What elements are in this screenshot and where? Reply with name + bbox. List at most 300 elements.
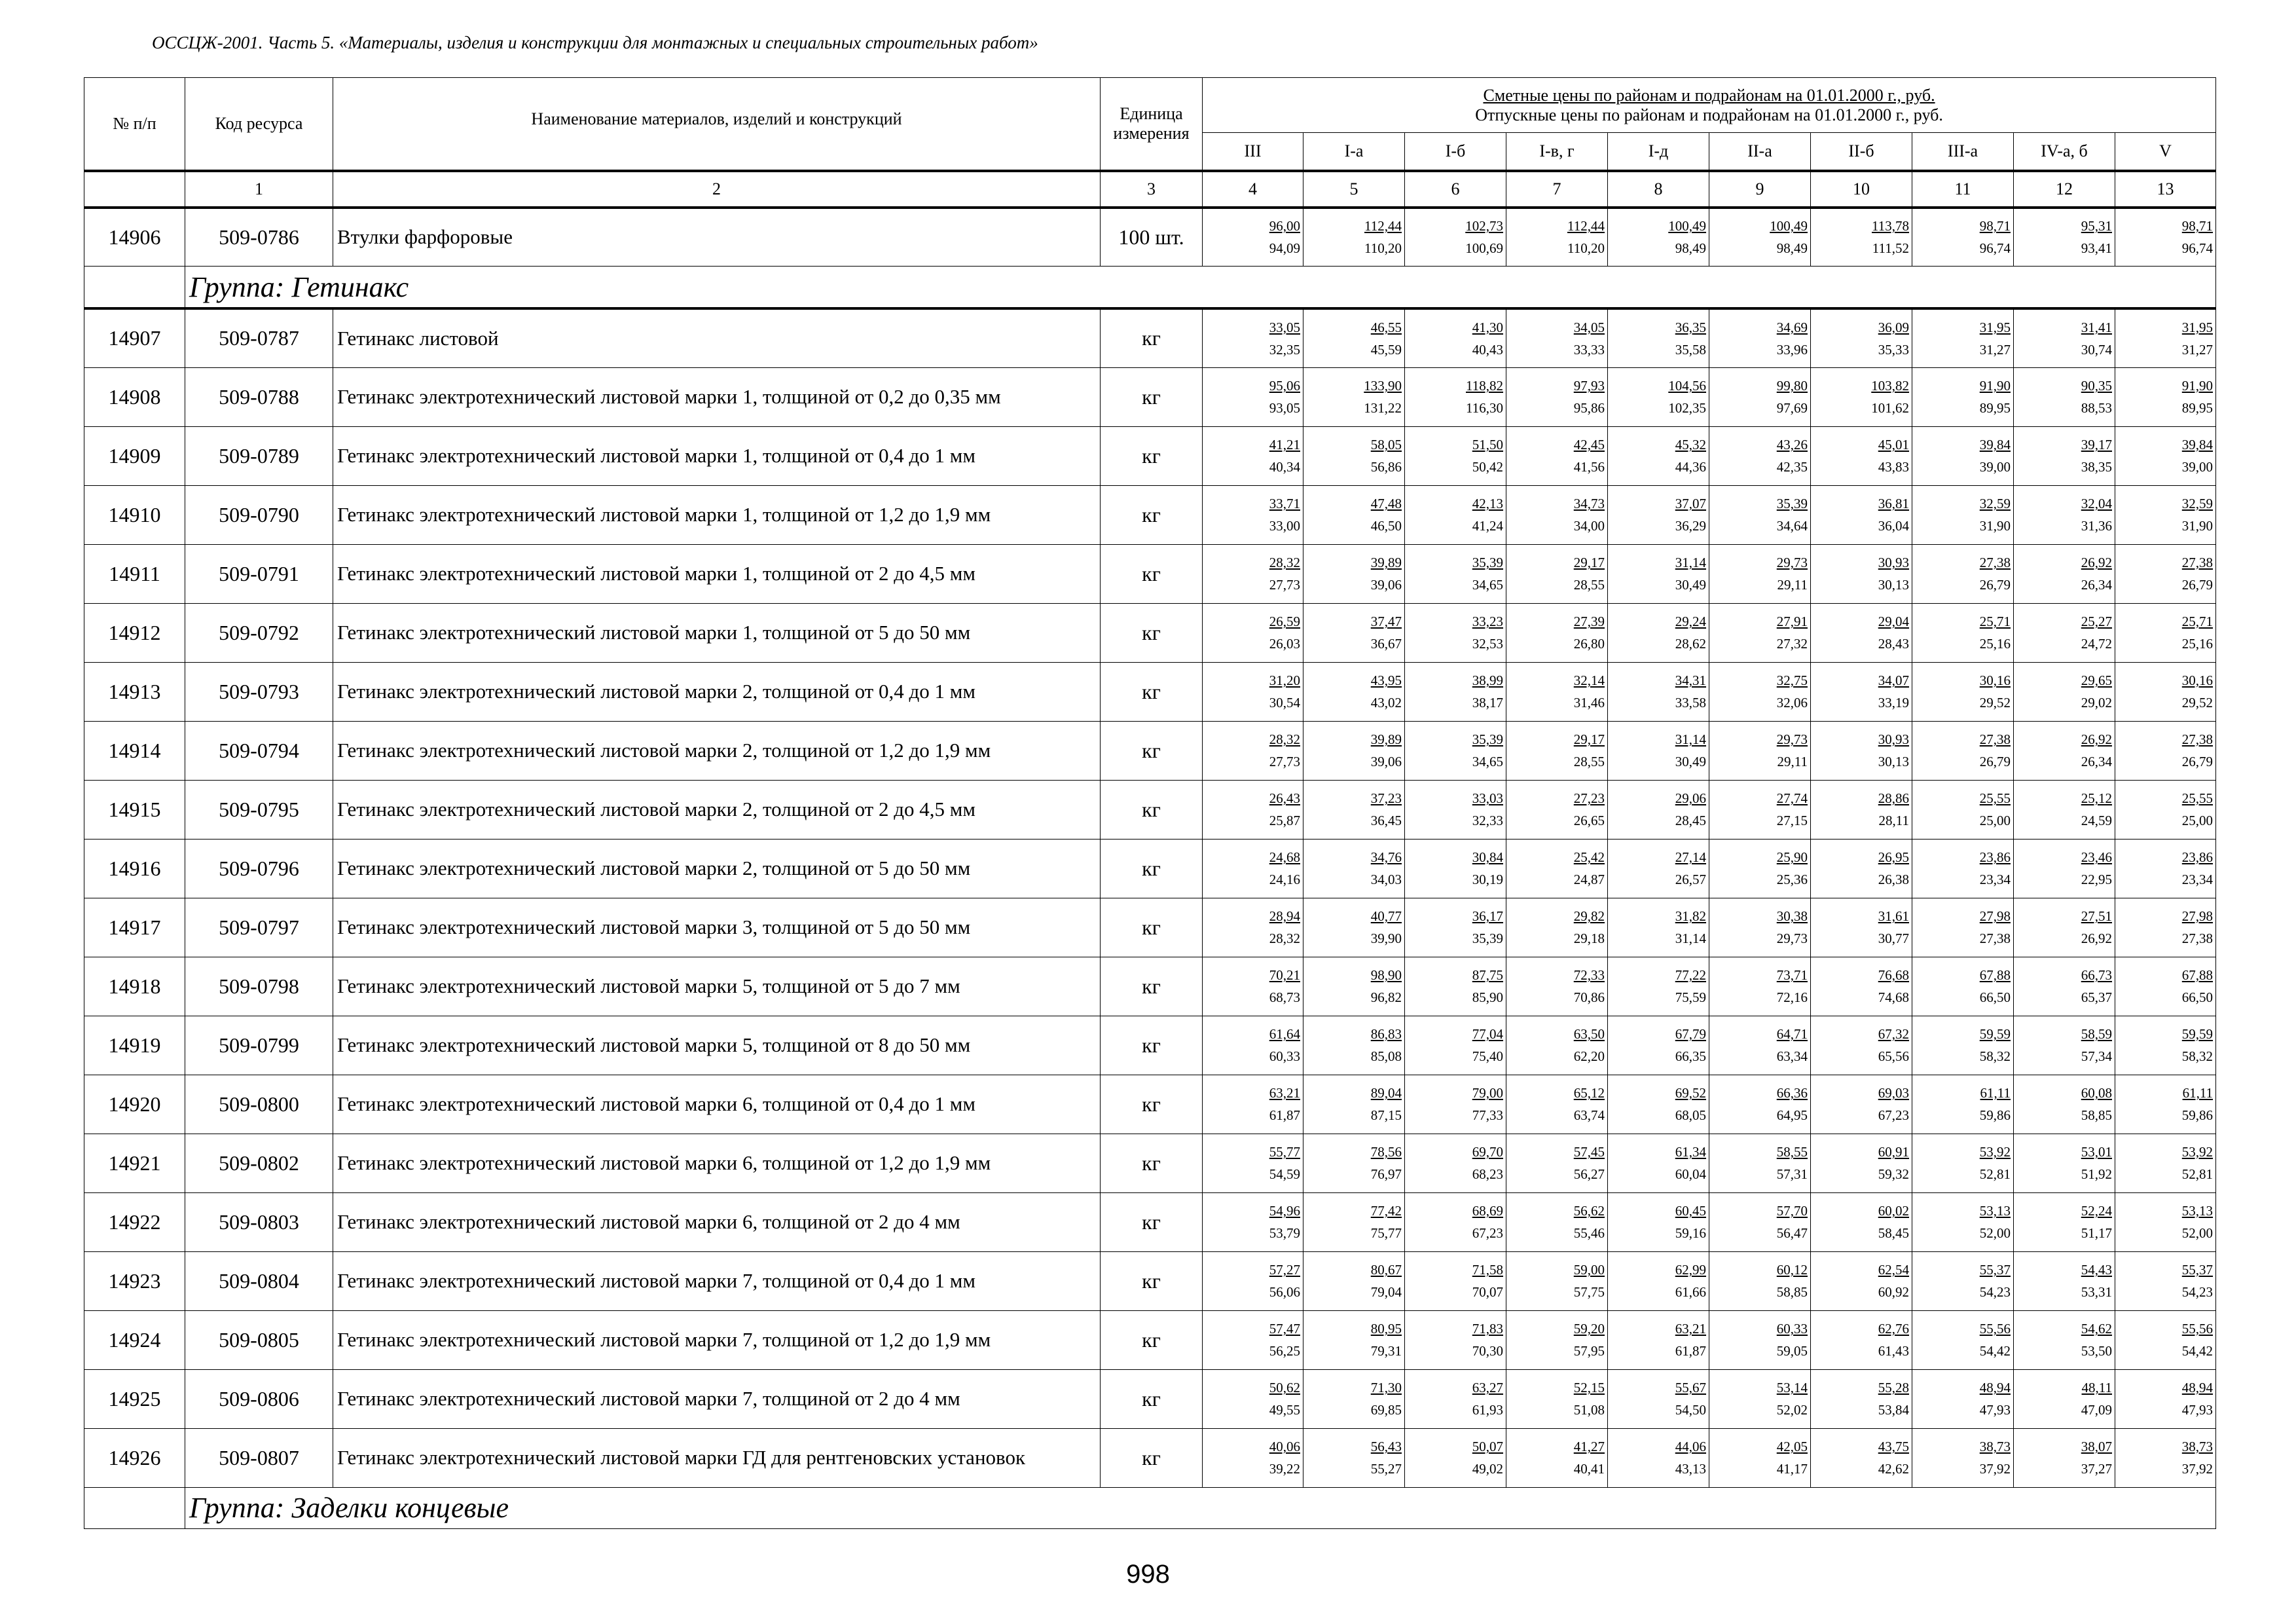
row-name: Гетинакс листовой [333, 308, 1101, 367]
estimated-price: 55,67 [1675, 1380, 1706, 1395]
price-cell [2014, 1310, 2115, 1369]
release-price: 53,50 [2081, 1343, 2112, 1359]
price-cell [2014, 208, 2115, 267]
estimated-price: 30,16 [1979, 673, 2011, 688]
row-code: 509-0805 [185, 1310, 333, 1369]
release-price: 58,45 [1878, 1225, 1909, 1241]
row-name: Гетинакс электротехнический листовой марки 7, толщиной от 2 до 4 мм [333, 1369, 1101, 1428]
release-price: 85,08 [1370, 1048, 1402, 1064]
release-price: 27,15 [1776, 813, 1808, 828]
row-name: Гетинакс электротехнический листовой марки 2, толщиной от 5 до 50 мм [333, 839, 1101, 898]
row-name: Гетинакс электротехнический листовой марки 2, толщиной от 1,2 до 1,9 мм [333, 721, 1101, 780]
release-price: 57,31 [1776, 1166, 1808, 1182]
release-price: 43,13 [1675, 1461, 1706, 1477]
price-cell [1303, 1310, 1405, 1369]
price-cell [1203, 485, 1303, 544]
price-cell [1303, 721, 1405, 780]
estimated-price: 43,26 [1776, 437, 1808, 452]
estimated-price: 43,95 [1370, 673, 1402, 688]
price-table-container [84, 77, 2214, 1529]
price-cell [1811, 426, 1912, 485]
row-number: 14923 [84, 1251, 185, 1310]
row-name: Гетинакс электротехнический листовой марки 2, толщиной от 2 до 4,5 мм [333, 780, 1101, 839]
price-cell [2014, 485, 2115, 544]
row-number: 14913 [84, 662, 185, 721]
price-cell [1303, 1428, 1405, 1487]
estimated-price: 58,55 [1776, 1144, 1808, 1160]
price-cell [2014, 898, 2115, 957]
estimated-price: 37,07 [1675, 496, 1706, 511]
price-cell [1303, 1251, 1405, 1310]
release-price: 58,32 [2181, 1048, 2214, 1064]
estimated-price: 68,69 [1472, 1203, 1503, 1219]
release-price: 70,30 [1472, 1343, 1503, 1359]
price-cell [1203, 898, 1303, 957]
table-row [84, 662, 2216, 721]
estimated-price: 66,36 [1776, 1085, 1808, 1101]
estimated-price: 43,75 [1878, 1439, 1909, 1454]
estimated-price: 55,56 [2181, 1321, 2214, 1337]
release-price: 33,58 [1675, 695, 1706, 710]
price-cell [1506, 780, 1608, 839]
estimated-price: 30,93 [1878, 555, 1909, 570]
price-cell [2115, 1075, 2216, 1134]
estimated-price: 36,35 [1675, 319, 1706, 335]
release-price: 41,24 [1472, 518, 1503, 534]
estimated-price: 103,82 [1871, 378, 1909, 394]
release-price: 31,90 [2181, 518, 2214, 534]
estimated-price: 32,75 [1776, 673, 1808, 688]
release-price: 96,82 [1370, 989, 1402, 1005]
table-row [84, 426, 2216, 485]
release-price: 52,02 [1776, 1402, 1808, 1418]
price-cell [1912, 1192, 2014, 1251]
release-price: 30,49 [1675, 754, 1706, 769]
estimated-price: 23,46 [2081, 849, 2112, 865]
estimated-price: 91,90 [2181, 378, 2214, 394]
row-code: 509-0800 [185, 1075, 333, 1134]
estimated-price: 33,23 [1472, 614, 1503, 629]
release-price: 55,27 [1370, 1461, 1402, 1477]
estimated-price: 27,39 [1573, 614, 1605, 629]
release-price: 59,32 [1878, 1166, 1909, 1182]
estimated-price: 60,45 [1675, 1203, 1706, 1219]
estimated-price: 25,12 [2081, 790, 2112, 806]
price-header-release: Отпускные цены по районам и подрайонам на 01.01.2000 г., руб. [1475, 105, 1943, 124]
price-cell [1608, 603, 1709, 662]
table-row [84, 1075, 2216, 1134]
estimated-price: 97,93 [1573, 378, 1605, 394]
price-cell [1709, 603, 1811, 662]
release-price: 30,74 [2081, 341, 2112, 358]
price-cell [1506, 544, 1608, 603]
price-cell [1405, 485, 1506, 544]
price-cell [1303, 485, 1405, 544]
release-price: 97,69 [1776, 400, 1808, 416]
price-cell [1405, 1428, 1506, 1487]
row-unit: кг [1101, 1369, 1203, 1428]
estimated-price: 26,43 [1269, 790, 1300, 806]
row-name: Гетинакс электротехнический листовой марки 1, толщиной от 1,2 до 1,9 мм [333, 485, 1101, 544]
table-row [84, 1192, 2216, 1251]
price-cell [1303, 662, 1405, 721]
estimated-price: 55,37 [1979, 1262, 2011, 1278]
release-price: 38,35 [2081, 459, 2112, 475]
release-price: 77,33 [1472, 1107, 1503, 1123]
estimated-price: 31,41 [2081, 319, 2112, 335]
price-cell [1203, 544, 1303, 603]
row-unit: кг [1101, 898, 1203, 957]
price-cell [1506, 367, 1608, 426]
price-cell [1303, 208, 1405, 267]
estimated-price: 67,88 [2181, 967, 2214, 983]
price-cell [1608, 1428, 1709, 1487]
estimated-price: 96,00 [1269, 218, 1300, 234]
estimated-price: 54,43 [2081, 1262, 2112, 1278]
price-cell [1811, 367, 1912, 426]
row-name: Гетинакс электротехнический листовой марки 1, толщиной от 5 до 50 мм [333, 603, 1101, 662]
release-price: 67,23 [1878, 1107, 1909, 1123]
price-cell [1506, 603, 1608, 662]
estimated-price: 53,13 [1979, 1203, 2011, 1219]
price-cell [1912, 603, 2014, 662]
price-cell [2115, 662, 2216, 721]
release-price: 59,86 [1979, 1107, 2011, 1123]
release-price: 27,73 [1269, 577, 1300, 593]
estimated-price: 25,71 [2181, 614, 2214, 629]
column-number: 5 [1303, 171, 1405, 208]
table-row [84, 485, 2216, 544]
release-price: 27,32 [1776, 636, 1808, 652]
price-cell [1405, 1016, 1506, 1075]
price-cell [1608, 308, 1709, 367]
release-price: 70,07 [1472, 1284, 1503, 1300]
estimated-price: 63,27 [1472, 1380, 1503, 1395]
table-row [84, 721, 2216, 780]
price-cell [1506, 1016, 1608, 1075]
release-price: 27,73 [1269, 754, 1300, 769]
release-price: 25,00 [1979, 813, 2011, 828]
release-price: 30,13 [1878, 577, 1909, 593]
release-price: 26,34 [2081, 754, 2112, 769]
release-price: 44,36 [1675, 459, 1706, 475]
release-price: 56,86 [1370, 459, 1402, 475]
price-cell [1303, 898, 1405, 957]
release-price: 34,03 [1370, 872, 1402, 887]
release-price: 89,95 [2181, 400, 2214, 416]
price-cell [2115, 1369, 2216, 1428]
release-price: 93,05 [1269, 400, 1300, 416]
estimated-price: 61,34 [1675, 1144, 1706, 1160]
estimated-price: 46,55 [1370, 319, 1402, 335]
price-cell [2115, 898, 2216, 957]
release-price: 25,87 [1269, 813, 1300, 828]
price-cell [1506, 662, 1608, 721]
release-price: 28,32 [1269, 931, 1300, 946]
region-header: I-а [1303, 133, 1405, 171]
release-price: 60,04 [1675, 1166, 1706, 1182]
row-number: 14914 [84, 721, 185, 780]
column-number: 13 [2115, 171, 2216, 208]
estimated-price: 29,17 [1573, 555, 1605, 570]
estimated-price: 31,95 [1979, 319, 2011, 335]
region-header: II-а [1709, 133, 1811, 171]
estimated-price: 100,49 [1770, 218, 1808, 234]
release-price: 36,29 [1675, 518, 1706, 534]
release-price: 28,55 [1573, 577, 1605, 593]
release-price: 51,17 [2081, 1225, 2112, 1241]
column-header-number: № п/п [84, 78, 185, 171]
estimated-price: 63,21 [1269, 1085, 1300, 1101]
release-price: 27,38 [1979, 931, 2011, 946]
release-price: 39,90 [1370, 931, 1402, 946]
estimated-price: 61,64 [1269, 1026, 1300, 1042]
estimated-price: 54,96 [1269, 1203, 1300, 1219]
price-cell [2115, 1016, 2216, 1075]
release-price: 26,57 [1675, 872, 1706, 887]
estimated-price: 28,32 [1269, 731, 1300, 747]
price-cell [1709, 1134, 1811, 1192]
release-price: 111,52 [1872, 240, 1909, 257]
estimated-price: 25,55 [2181, 790, 2214, 806]
release-price: 34,65 [1472, 577, 1503, 593]
row-name: Гетинакс электротехнический листовой марки 1, толщиной от 0,4 до 1 мм [333, 426, 1101, 485]
estimated-price: 35,39 [1776, 496, 1808, 511]
estimated-price: 24,68 [1269, 849, 1300, 865]
release-price: 75,40 [1472, 1048, 1503, 1064]
estimated-price: 39,89 [1370, 731, 1402, 747]
price-cell [1303, 426, 1405, 485]
row-code: 509-0787 [185, 308, 333, 367]
estimated-price: 59,59 [2181, 1026, 2214, 1042]
price-cell [1405, 1075, 1506, 1134]
estimated-price: 70,21 [1269, 967, 1300, 983]
row-code: 509-0793 [185, 662, 333, 721]
release-price: 85,90 [1472, 989, 1503, 1005]
row-unit: кг [1101, 367, 1203, 426]
estimated-price: 25,90 [1776, 849, 1808, 865]
estimated-price: 64,71 [1776, 1026, 1808, 1042]
price-cell [2014, 1428, 2115, 1487]
region-header: I-в, г [1506, 133, 1608, 171]
estimated-price: 60,91 [1878, 1144, 1909, 1160]
price-cell [1608, 898, 1709, 957]
release-price: 61,87 [1269, 1107, 1300, 1123]
release-price: 30,19 [1472, 872, 1503, 887]
estimated-price: 41,27 [1573, 1439, 1605, 1454]
release-price: 30,77 [1878, 931, 1909, 946]
table-row [84, 603, 2216, 662]
price-cell [1811, 957, 1912, 1016]
estimated-price: 55,56 [1979, 1321, 2011, 1337]
estimated-price: 79,00 [1472, 1085, 1503, 1101]
release-price: 33,33 [1573, 341, 1605, 358]
price-cell [1203, 957, 1303, 1016]
estimated-price: 59,59 [1979, 1026, 2011, 1042]
table-row [84, 898, 2216, 957]
price-cell [2014, 1134, 2115, 1192]
column-number: 11 [1912, 171, 2014, 208]
price-cell [2115, 780, 2216, 839]
estimated-price: 60,08 [2081, 1085, 2112, 1101]
estimated-price: 60,33 [1776, 1321, 1808, 1337]
release-price: 30,13 [1878, 754, 1909, 769]
table-row [84, 1428, 2216, 1487]
price-cell [1405, 603, 1506, 662]
release-price: 66,35 [1675, 1048, 1706, 1064]
column-number: 8 [1608, 171, 1709, 208]
row-name: Гетинакс электротехнический листовой марки 3, толщиной от 5 до 50 мм [333, 898, 1101, 957]
release-price: 29,02 [2081, 695, 2112, 710]
release-price: 59,86 [2181, 1107, 2214, 1123]
release-price: 56,47 [1776, 1225, 1808, 1241]
price-cell [1608, 1369, 1709, 1428]
release-price: 35,33 [1878, 341, 1909, 358]
price-cell [1405, 1251, 1506, 1310]
price-cell [1303, 367, 1405, 426]
table-row [84, 544, 2216, 603]
estimated-price: 36,17 [1472, 908, 1503, 924]
price-cell [1811, 780, 1912, 839]
estimated-price: 62,76 [1878, 1321, 1909, 1337]
row-unit: кг [1101, 839, 1203, 898]
release-price: 30,49 [1675, 577, 1706, 593]
price-cell [1608, 1310, 1709, 1369]
estimated-price: 98,71 [1979, 218, 2011, 234]
price-cell [1709, 1016, 1811, 1075]
estimated-price: 57,47 [1269, 1321, 1300, 1337]
estimated-price: 60,02 [1878, 1203, 1909, 1219]
price-cell [1811, 308, 1912, 367]
price-cell [1912, 957, 2014, 1016]
release-price: 29,73 [1776, 931, 1808, 946]
estimated-price: 71,58 [1472, 1262, 1503, 1278]
release-price: 22,95 [2081, 872, 2112, 887]
release-price: 59,16 [1675, 1225, 1706, 1241]
row-unit: кг [1101, 544, 1203, 603]
price-cell [2115, 208, 2216, 267]
release-price: 75,59 [1675, 989, 1706, 1005]
page-number: 998 [1126, 1560, 1170, 1589]
price-cell [1709, 1428, 1811, 1487]
release-price: 28,11 [1878, 813, 1909, 828]
release-price: 25,36 [1776, 872, 1808, 887]
row-number: 14917 [84, 898, 185, 957]
estimated-price: 80,67 [1370, 1262, 1402, 1278]
price-cell [1303, 957, 1405, 1016]
release-price: 49,55 [1269, 1402, 1300, 1418]
estimated-price: 28,94 [1269, 908, 1300, 924]
release-price: 74,68 [1878, 989, 1909, 1005]
price-cell [1303, 308, 1405, 367]
release-price: 26,80 [1573, 636, 1605, 652]
row-name: Гетинакс электротехнический листовой марки 1, толщиной от 2 до 4,5 мм [333, 544, 1101, 603]
estimated-price: 65,12 [1573, 1085, 1605, 1101]
release-price: 40,43 [1472, 341, 1503, 358]
price-cell [1608, 957, 1709, 1016]
estimated-price: 55,28 [1878, 1380, 1909, 1395]
column-numbers-row [84, 171, 2216, 208]
release-price: 40,34 [1269, 459, 1300, 475]
release-price: 116,30 [1466, 400, 1503, 416]
estimated-price: 26,92 [2081, 555, 2112, 570]
price-cell [2014, 1016, 2115, 1075]
estimated-price: 38,99 [1472, 673, 1503, 688]
price-cell [1608, 485, 1709, 544]
price-cell [1709, 485, 1811, 544]
price-cell [1303, 1192, 1405, 1251]
estimated-price: 98,90 [1370, 967, 1402, 983]
table-row [84, 780, 2216, 839]
release-price: 47,09 [2081, 1402, 2112, 1418]
release-price: 96,74 [1979, 240, 2011, 257]
row-number: 14915 [84, 780, 185, 839]
row-number: 14911 [84, 544, 185, 603]
release-price: 56,25 [1269, 1343, 1300, 1359]
row-code: 509-0802 [185, 1134, 333, 1192]
release-price: 41,56 [1573, 459, 1605, 475]
estimated-price: 35,39 [1472, 555, 1503, 570]
estimated-price: 29,06 [1675, 790, 1706, 806]
release-price: 47,93 [1979, 1402, 2011, 1418]
estimated-price: 77,04 [1472, 1026, 1503, 1042]
estimated-price: 23,86 [1979, 849, 2011, 865]
row-name: Гетинакс электротехнический листовой марки 7, толщиной от 1,2 до 1,9 мм [333, 1310, 1101, 1369]
column-header-unit: Единица измерения [1101, 78, 1203, 171]
estimated-price: 57,45 [1573, 1144, 1605, 1160]
estimated-price: 34,07 [1878, 673, 1909, 688]
price-cell [1608, 1192, 1709, 1251]
release-price: 57,75 [1573, 1284, 1605, 1300]
row-number: 14916 [84, 839, 185, 898]
release-price: 52,00 [1979, 1225, 2011, 1241]
release-price: 100,69 [1465, 240, 1503, 257]
price-cell [1506, 957, 1608, 1016]
price-cell [1203, 426, 1303, 485]
price-cell [1709, 957, 1811, 1016]
row-unit: кг [1101, 1016, 1203, 1075]
estimated-price: 27,98 [2181, 908, 2214, 924]
release-price: 24,87 [1573, 872, 1605, 887]
release-price: 38,17 [1472, 695, 1503, 710]
estimated-price: 36,09 [1878, 319, 1909, 335]
price-cell [1912, 1428, 2014, 1487]
estimated-price: 42,13 [1472, 496, 1503, 511]
price-cell [1912, 721, 2014, 780]
row-code: 509-0794 [185, 721, 333, 780]
estimated-price: 66,73 [2081, 967, 2112, 983]
release-price: 42,62 [1878, 1461, 1909, 1477]
price-cell [1811, 208, 1912, 267]
release-price: 31,27 [2181, 341, 2214, 358]
price-cell [2014, 1251, 2115, 1310]
estimated-price: 40,77 [1370, 908, 1402, 924]
estimated-price: 58,59 [2081, 1026, 2112, 1042]
estimated-price: 77,42 [1370, 1203, 1402, 1219]
price-cell [2014, 780, 2115, 839]
release-price: 52,81 [1979, 1166, 2011, 1182]
estimated-price: 33,03 [1472, 790, 1503, 806]
table-row [84, 957, 2216, 1016]
estimated-price: 67,32 [1878, 1026, 1909, 1042]
row-unit: кг [1101, 721, 1203, 780]
estimated-price: 62,54 [1878, 1262, 1909, 1278]
release-price: 31,90 [1979, 518, 2011, 534]
release-price: 65,37 [2081, 989, 2112, 1005]
release-price: 39,06 [1370, 577, 1402, 593]
column-number: 10 [1811, 171, 1912, 208]
row-name: Гетинакс электротехнический листовой марки 5, толщиной от 5 до 7 мм [333, 957, 1101, 1016]
